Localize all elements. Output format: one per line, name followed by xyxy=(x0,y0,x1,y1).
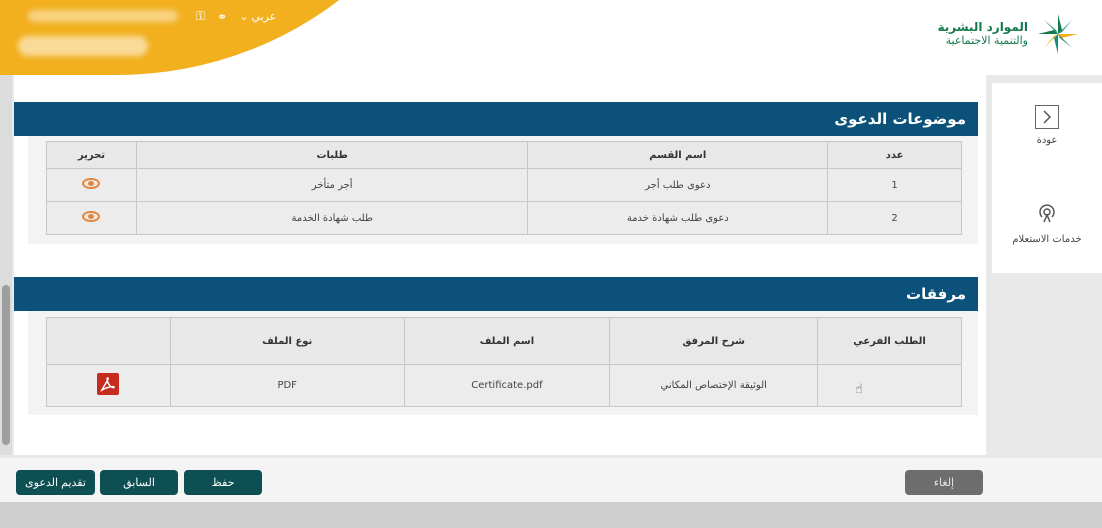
scrollbar-thumb[interactable] xyxy=(2,285,10,445)
file-name-cell: Certificate.pdf xyxy=(404,365,610,407)
attachments-section-title: مرفقات xyxy=(906,285,966,303)
col-file-name: اسم الملف xyxy=(404,318,610,365)
sub-request-cell xyxy=(818,365,962,407)
department-cell: دعوى طلب أجر xyxy=(528,169,828,202)
table-row xyxy=(47,365,962,407)
col-file-type: نوع الملف xyxy=(170,318,404,365)
request-cell: أجر متأخر xyxy=(136,169,528,202)
top-header xyxy=(0,0,1102,75)
inquiry-services-label: خدمات الاستعلام xyxy=(1012,234,1082,245)
ministry-logo xyxy=(937,12,1080,56)
table-row xyxy=(47,169,962,202)
pdf-icon[interactable] xyxy=(97,373,119,395)
right-sidebar xyxy=(992,83,1102,273)
inquiry-services-item[interactable] xyxy=(992,201,1102,245)
blurred-user-name xyxy=(18,36,148,56)
claims-section-title: موضوعات الدعوى xyxy=(834,110,966,128)
logo-line-2: والتنمية الاجتماعية xyxy=(945,34,1028,47)
logo-line-1: الموارد البشرية xyxy=(937,20,1028,34)
number-cell: 1 xyxy=(828,169,962,202)
department-cell: دعوى طلب شهادة خدمة xyxy=(528,202,828,235)
col-requests: طلبات xyxy=(136,142,528,169)
attachments-header-row xyxy=(47,318,962,365)
blurred-user-info xyxy=(28,10,178,22)
claims-table xyxy=(46,141,962,235)
eye-icon[interactable] xyxy=(82,178,100,189)
file-type-cell: PDF xyxy=(170,365,404,407)
file-action-cell xyxy=(47,365,171,407)
request-cell: طلب شهادة الخدمة xyxy=(136,202,528,235)
back-label: عودة xyxy=(1036,135,1058,146)
claims-table-header-row xyxy=(47,142,962,169)
save-button[interactable]: حفظ xyxy=(184,470,262,495)
col-edit: تحرير xyxy=(47,142,137,169)
hand-cursor-icon: ☝ xyxy=(855,382,863,397)
previous-button[interactable]: السابق xyxy=(100,470,178,495)
header-tools xyxy=(196,9,276,24)
language-selector[interactable] xyxy=(239,10,276,23)
language-label: عربي xyxy=(251,10,277,23)
page-scrollbar[interactable] xyxy=(0,75,12,455)
attachments-table xyxy=(46,317,962,407)
col-number: عدد xyxy=(828,142,962,169)
table-row xyxy=(47,202,962,235)
footer-strip xyxy=(0,502,1102,528)
submit-claim-button[interactable]: تقديم الدعوى xyxy=(16,470,95,495)
col-actions xyxy=(47,318,171,365)
back-nav-item[interactable] xyxy=(992,105,1102,146)
col-sub-request: الطلب الفرعي xyxy=(818,318,962,365)
attachments-section-header xyxy=(14,277,978,311)
cancel-button[interactable]: إلغاء xyxy=(905,470,983,495)
chevron-down-icon: ⌄ xyxy=(239,10,249,23)
view-cell xyxy=(47,169,137,202)
ministry-emblem-icon xyxy=(1036,12,1080,56)
link-icon[interactable]: ⚭ xyxy=(217,9,228,24)
key-icon[interactable]: ⚿ xyxy=(196,9,206,23)
eye-icon[interactable] xyxy=(82,211,100,222)
claims-section-header xyxy=(14,102,978,136)
chevron-right-icon xyxy=(1035,105,1059,129)
description-cell: الوثيقة الإختصاص المكاني xyxy=(610,365,818,407)
col-description: شرح المرفق xyxy=(610,318,818,365)
col-department: اسم القسم xyxy=(528,142,828,169)
view-cell xyxy=(47,202,137,235)
broadcast-icon xyxy=(1035,201,1059,225)
number-cell: 2 xyxy=(828,202,962,235)
